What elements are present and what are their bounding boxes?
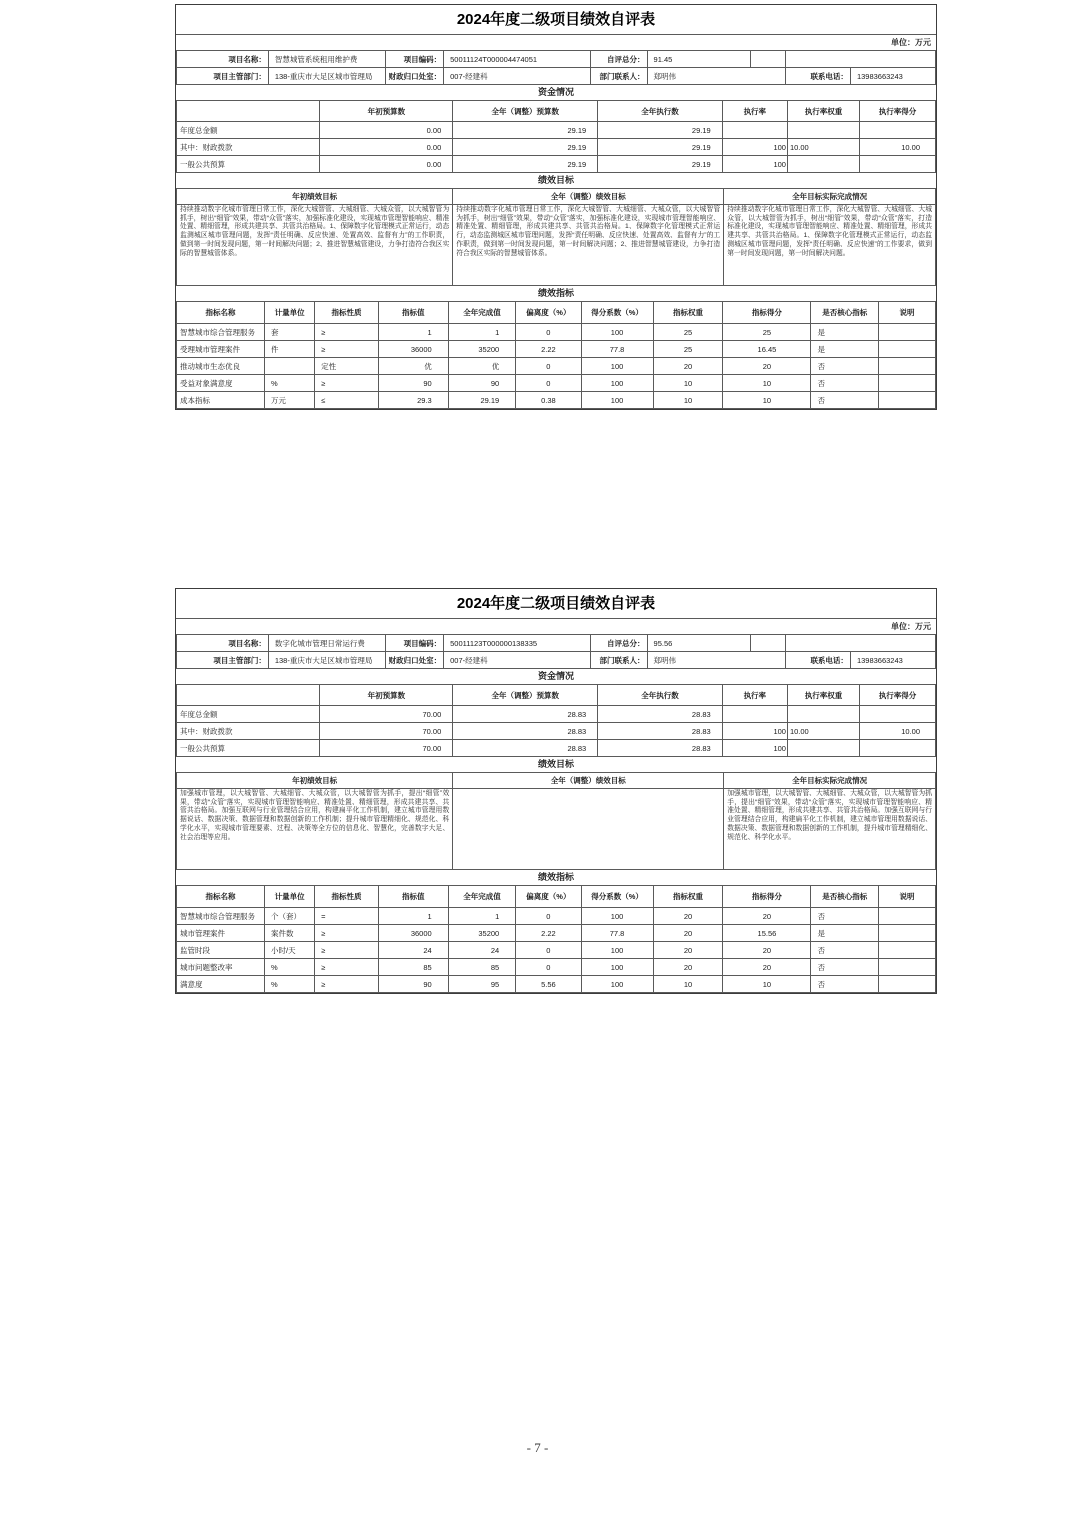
table-cell: 持续推动数字化城市管理日常工作，深化大城智管、大城细管、大城众管，以大城智管为抓手，树出“细管”效果，带动“众管”落实，打造标准化建设，实现城市管理智能响应、精准处置、精细管理，形成共建共享、共管共治格局。1、保障数字化管理模式正常运行，动态监测城区城市管理问题，发挥“责任明确、反应快速”的工作要求，做到第一时间发现问题，第一时间解决问题。 — [724, 205, 936, 286]
column-header: 指标性质 — [315, 302, 379, 324]
table-cell: 29.3 — [378, 392, 448, 409]
table-row — [177, 139, 936, 156]
table-cell: 20 — [723, 959, 811, 976]
table-cell: 智慧城市综合管理服务 — [177, 324, 265, 341]
table-cell: 24 — [378, 942, 448, 959]
table-cell: 0.00 — [320, 156, 453, 173]
table-row — [177, 324, 936, 341]
column-header — [177, 685, 320, 706]
table-cell: 年度总金额 — [177, 122, 320, 139]
header-row — [177, 773, 936, 789]
table-cell: 0 — [516, 375, 581, 392]
goals-section-title: 绩效目标 — [537, 175, 574, 185]
table-cell: 受益对象满意度 — [177, 375, 265, 392]
page-number: - 7 - — [526, 1440, 549, 1455]
table-cell: 100 — [581, 959, 653, 976]
department-value: 138-重庆市大足区城市管理局 — [268, 68, 386, 85]
column-header: 全年完成值 — [448, 302, 516, 324]
table-cell — [878, 392, 935, 409]
table-cell: 90 — [448, 375, 516, 392]
table-cell — [860, 156, 936, 173]
column-header: 说明 — [878, 886, 935, 908]
table-cell: 推动城市生态优良 — [177, 358, 265, 375]
column-header: 得分系数（%） — [581, 886, 653, 908]
table-cell: 20 — [723, 908, 811, 925]
table-cell: 0 — [516, 942, 581, 959]
table-cell: 加强城市管理，以大城智管、大城细管、大城众管，以大城智管为抓手，提出“细管”效果，带动“众管”落实，实现城市管理智能响应、精准处置、精细管理，形成共建共享、共管共治格局。加强互联网与行业管理结合应用，构建扁平化工作机制，建立城市管理用数据说话、数据决策、数据管理和数据创新的工作机制；提升城市管理精细化、规范化、科学化水平，实现城市管理要素、过程、决策等全方位的信息化、智慧化，完善数字大足、社会治理等应用。 — [177, 789, 453, 870]
column-header: 年初预算数 — [320, 101, 453, 122]
table-cell: 否 — [811, 976, 879, 993]
goals-table — [176, 188, 936, 286]
table-cell: ≥ — [315, 375, 379, 392]
table-cell: 其中：财政拨款 — [177, 139, 320, 156]
table-cell: 1 — [448, 324, 516, 341]
table-cell — [860, 706, 936, 723]
table-row — [177, 375, 936, 392]
empty-cell — [785, 635, 935, 652]
table-cell: 加强城市管理，以大城智管、大城细管、大城众管，以大城智管为抓手，提出“细管”效果，带动“众管”落实，实现城市管理智能响应、精准处置、精细管理，形成共建共享、共管共治格局。加强互联网与行业管理结合应用，构建扁平化工作机制，建立城市管理用数据说话、数据决策、数据管理和数据创新的工作机制，提升城市管理精细化、规范化、科学化水平。 — [724, 789, 936, 870]
table-cell: 10 — [653, 375, 723, 392]
table-cell: ≥ — [315, 942, 379, 959]
table-cell: 万元 — [265, 392, 315, 409]
column-header: 偏离度（%） — [516, 886, 581, 908]
column-header: 指标值 — [378, 886, 448, 908]
table-cell: 0.38 — [516, 392, 581, 409]
table-cell: 25 — [723, 324, 811, 341]
table-cell: 20 — [723, 358, 811, 375]
contact-phone-value: 13983663243 — [850, 68, 935, 85]
form-title: 2024年度二级项目绩效自评表 — [456, 595, 656, 612]
column-header: 指标得分 — [723, 886, 811, 908]
table-cell: 36000 — [378, 925, 448, 942]
table-cell: 0 — [516, 908, 581, 925]
finance-office-label: 财政归口处室： — [386, 68, 444, 85]
table-cell: 0 — [516, 324, 581, 341]
table-cell: 100 — [581, 908, 653, 925]
table-cell — [787, 706, 859, 723]
column-header: 执行率 — [722, 101, 787, 122]
project-name-value: 数字化城市管理日常运行费 — [268, 635, 386, 652]
table-cell: 1 — [448, 908, 516, 925]
table-cell — [453, 789, 724, 870]
table-cell: 10.00 — [860, 139, 936, 156]
column-header: 全年完成值 — [448, 886, 516, 908]
table-cell: 10 — [653, 976, 723, 993]
table-cell: 16.45 — [723, 341, 811, 358]
table-cell: 城市问题整改率 — [177, 959, 265, 976]
table-cell: 20 — [653, 959, 723, 976]
table-cell: 28.83 — [453, 723, 598, 740]
table-cell: 5.56 — [516, 976, 581, 993]
table-cell: 1 — [378, 908, 448, 925]
table-cell: 100 — [581, 375, 653, 392]
project-code-label: 项目编码： — [386, 51, 444, 68]
table-row — [177, 392, 936, 409]
table-row — [177, 789, 936, 870]
table-cell: 年度总金额 — [177, 706, 320, 723]
indicators-section-title: 绩效指标 — [537, 288, 574, 298]
table-cell: 否 — [811, 375, 879, 392]
column-header: 得分系数（%） — [581, 302, 653, 324]
table-cell — [878, 908, 935, 925]
table-cell: 85 — [448, 959, 516, 976]
table-cell: 70.00 — [320, 723, 453, 740]
column-header: 执行率得分 — [860, 685, 936, 706]
table-cell: 监管时段 — [177, 942, 265, 959]
column-header: 计量单位 — [265, 886, 315, 908]
column-header: 执行率权重 — [787, 101, 859, 122]
table-cell: 0.00 — [320, 122, 453, 139]
table-cell: 100 — [581, 324, 653, 341]
table-cell: 否 — [811, 358, 879, 375]
funding-table — [176, 684, 936, 757]
table-cell: ≥ — [315, 959, 379, 976]
table-cell: 0 — [516, 959, 581, 976]
table-cell: 是 — [811, 324, 879, 341]
table-cell: 案件数 — [265, 925, 315, 942]
table-cell: 满意度 — [177, 976, 265, 993]
column-header: 偏离度（%） — [516, 302, 581, 324]
table-cell: 100 — [722, 139, 787, 156]
table-cell: 28.83 — [598, 723, 722, 740]
column-header: 是否核心指标 — [811, 886, 879, 908]
table-cell: 一般公共预算 — [177, 740, 320, 757]
table-row — [177, 740, 936, 757]
column-header: 执行率得分 — [860, 101, 936, 122]
table-cell: 城市管理案件 — [177, 925, 265, 942]
table-row — [177, 976, 936, 993]
table-cell: 否 — [811, 942, 879, 959]
self-score-value: 95.56 — [647, 635, 750, 652]
self-eval-form-1 — [175, 4, 937, 410]
finance-office-label: 财政归口处室： — [386, 652, 444, 669]
column-header — [177, 101, 320, 122]
table-cell: 2.22 — [516, 925, 581, 942]
column-header: 全年目标实际完成情况 — [724, 189, 936, 205]
contact-phone-value: 13983663243 — [850, 652, 935, 669]
empty-cell — [785, 51, 935, 68]
column-header: 全年执行数 — [598, 101, 722, 122]
table-cell: 28.83 — [598, 706, 722, 723]
indicators-table — [176, 301, 936, 409]
project-info-table — [176, 50, 936, 85]
table-cell: 100 — [722, 156, 787, 173]
table-row — [177, 156, 936, 173]
table-cell: 10 — [653, 392, 723, 409]
table-cell: 29.19 — [598, 139, 722, 156]
table-cell: ≥ — [315, 341, 379, 358]
finance-office-value: 007-经建科 — [444, 652, 590, 669]
project-name-value: 智慧城管系统租用维护费 — [268, 51, 386, 68]
column-header: 计量单位 — [265, 302, 315, 324]
empty-cell — [750, 51, 785, 68]
table-cell: 否 — [811, 392, 879, 409]
project-code-value: 50011123T000000138335 — [444, 635, 590, 652]
column-header: 说明 — [878, 302, 935, 324]
table-cell: % — [265, 976, 315, 993]
table-cell: 20 — [653, 358, 723, 375]
table-cell: 25 — [653, 324, 723, 341]
table-cell: 20 — [653, 925, 723, 942]
project-name-label: 项目名称： — [177, 635, 269, 652]
department-label: 项目主管部门： — [177, 68, 269, 85]
table-cell — [860, 740, 936, 757]
column-header: 指标权重 — [653, 886, 723, 908]
table-cell: 25 — [653, 341, 723, 358]
table-row — [177, 925, 936, 942]
table-cell: 是 — [811, 925, 879, 942]
table-cell: 100 — [722, 740, 787, 757]
table-cell: 个（套） — [265, 908, 315, 925]
header-row — [177, 302, 936, 324]
table-cell: 100 — [581, 942, 653, 959]
table-cell: 15.56 — [723, 925, 811, 942]
table-cell: ≤ — [315, 392, 379, 409]
contact-phone-label: 联系电话： — [785, 68, 850, 85]
table-cell: 持续推动数字化城市管理日常工作，深化大城智管、大城细管、大城众管，以大城智管为抓手，树出“细管”效果，带动“众管”落实，加强标准化建设，实现城市管理智能响应、精准处置、精细管理，形成共建共享、共管共治格局。1、保障数字化管理模式正常运行，动态监测城区城市管理问题，发挥“责任明确、反应快速、处置高效、监督有力”的工作职责，做到第一时间发现问题，第一时间解决问题；2、推进智慧城管建设，力争打造符合我区实际的智慧城管体系。 — [453, 205, 724, 286]
table-row — [177, 51, 936, 68]
table-cell: 29.19 — [598, 156, 722, 173]
column-header: 指标名称 — [177, 886, 265, 908]
table-cell: 定性 — [315, 358, 379, 375]
table-cell: 成本指标 — [177, 392, 265, 409]
table-cell — [878, 341, 935, 358]
column-header: 全年（调整）预算数 — [453, 101, 598, 122]
table-cell: 90 — [378, 976, 448, 993]
column-header: 年初绩效目标 — [177, 189, 453, 205]
table-row — [177, 122, 936, 139]
table-cell: 10 — [723, 375, 811, 392]
table-cell: 100 — [722, 723, 787, 740]
indicators-table — [176, 885, 936, 993]
table-cell: 0.00 — [320, 139, 453, 156]
column-header: 全年（调整）绩效目标 — [453, 189, 724, 205]
column-header: 全年（调整）绩效目标 — [453, 773, 724, 789]
table-cell — [878, 976, 935, 993]
contact-person-label: 部门联系人： — [590, 68, 647, 85]
column-header: 指标名称 — [177, 302, 265, 324]
table-cell — [787, 122, 859, 139]
table-cell — [878, 942, 935, 959]
table-cell: 29.19 — [598, 122, 722, 139]
table-cell: 10 — [723, 392, 811, 409]
table-cell: 件 — [265, 341, 315, 358]
table-cell: 受理城市管理案件 — [177, 341, 265, 358]
column-header: 指标性质 — [315, 886, 379, 908]
column-header: 指标得分 — [723, 302, 811, 324]
form-title: 2024年度二级项目绩效自评表 — [456, 11, 656, 28]
table-cell: 小时/天 — [265, 942, 315, 959]
finance-office-value: 007-经建科 — [444, 68, 590, 85]
table-cell — [787, 740, 859, 757]
self-eval-form-2 — [175, 588, 937, 994]
table-cell — [787, 156, 859, 173]
table-cell: 优 — [378, 358, 448, 375]
table-cell: 77.8 — [581, 925, 653, 942]
table-cell: 77.8 — [581, 341, 653, 358]
table-cell: 优 — [448, 358, 516, 375]
table-cell: 20 — [653, 908, 723, 925]
table-cell: 20 — [723, 942, 811, 959]
column-header: 是否核心指标 — [811, 302, 879, 324]
table-cell: % — [265, 375, 315, 392]
contact-person-label: 部门联系人： — [590, 652, 647, 669]
unit-label: 单位：万元 — [176, 34, 936, 50]
department-value: 138-重庆市大足区城市管理局 — [268, 652, 386, 669]
table-cell: 85 — [378, 959, 448, 976]
funding-table — [176, 100, 936, 173]
project-code-label: 项目编码： — [386, 635, 444, 652]
contact-phone-label: 联系电话： — [785, 652, 850, 669]
table-cell — [722, 706, 787, 723]
column-header: 全年执行数 — [598, 685, 722, 706]
table-cell: 29.19 — [453, 122, 598, 139]
table-cell — [878, 324, 935, 341]
column-header: 执行率权重 — [787, 685, 859, 706]
table-cell: 是 — [811, 341, 879, 358]
table-cell: 28.83 — [598, 740, 722, 757]
table-row — [177, 723, 936, 740]
table-cell: 10.00 — [787, 723, 859, 740]
table-cell: 100 — [581, 976, 653, 993]
table-cell: 35200 — [448, 341, 516, 358]
table-cell: = — [315, 908, 379, 925]
table-row — [177, 341, 936, 358]
table-row — [177, 908, 936, 925]
column-header: 全年目标实际完成情况 — [724, 773, 936, 789]
table-cell: 70.00 — [320, 740, 453, 757]
table-cell: 29.19 — [453, 156, 598, 173]
column-header: 全年（调整）预算数 — [453, 685, 598, 706]
self-score-label: 自评总分： — [590, 635, 647, 652]
column-header: 年初预算数 — [320, 685, 453, 706]
column-header: 执行率 — [722, 685, 787, 706]
table-cell — [878, 925, 935, 942]
table-row — [177, 652, 936, 669]
empty-cell — [750, 635, 785, 652]
table-row — [177, 942, 936, 959]
header-row — [177, 685, 936, 706]
table-cell: 100 — [581, 358, 653, 375]
contact-person-value: 郑明伟 — [647, 652, 785, 669]
column-header: 指标值 — [378, 302, 448, 324]
department-label: 项目主管部门： — [177, 652, 269, 669]
header-row — [177, 189, 936, 205]
table-cell: 持续推动数字化城市管理日常工作，深化大城智管、大城细管、大城众管，以大城智管为抓手，树出“细管”效果，带动“众管”落实，加强标准化建设，实现城市管理智能响应、精准处置、精细管理，形成共建共享、共管共治格局。1、保障数字化管理模式正常运行，动态监测城区城市管理问题，发挥“责任明确、反应快速、处置高效、监督有力”的工作职责，做到第一时间发现问题，第一时间解决问题；2、推进智慧城管建设，力争打造符合我区实际的智慧城管体系。 — [177, 205, 453, 286]
table-row — [177, 358, 936, 375]
table-cell — [878, 959, 935, 976]
goals-section-title: 绩效目标 — [537, 759, 574, 769]
table-cell: 20 — [653, 942, 723, 959]
table-cell — [265, 358, 315, 375]
table-cell: 29.19 — [448, 392, 516, 409]
table-row — [177, 68, 936, 85]
table-cell: 28.83 — [453, 706, 598, 723]
indicators-section-title: 绩效指标 — [537, 872, 574, 882]
table-row — [177, 205, 936, 286]
table-cell: 95 — [448, 976, 516, 993]
header-row — [177, 886, 936, 908]
unit-label: 单位：万元 — [176, 618, 936, 634]
table-cell: 一般公共预算 — [177, 156, 320, 173]
funding-section-title: 资金情况 — [537, 671, 574, 681]
table-cell: 1 — [378, 324, 448, 341]
self-score-label: 自评总分： — [590, 51, 647, 68]
self-score-value: 91.45 — [647, 51, 750, 68]
table-cell: 29.19 — [453, 139, 598, 156]
table-cell: 套 — [265, 324, 315, 341]
table-cell: 24 — [448, 942, 516, 959]
table-cell: 36000 — [378, 341, 448, 358]
contact-person-value: 郑明伟 — [647, 68, 785, 85]
funding-section-title: 资金情况 — [537, 87, 574, 97]
table-cell: 10.00 — [860, 723, 936, 740]
table-cell: 10.00 — [787, 139, 859, 156]
table-cell: 70.00 — [320, 706, 453, 723]
table-cell: 2.22 — [516, 341, 581, 358]
table-row — [177, 959, 936, 976]
column-header: 年初绩效目标 — [177, 773, 453, 789]
column-header: 指标权重 — [653, 302, 723, 324]
table-cell: ≥ — [315, 976, 379, 993]
table-cell: 否 — [811, 959, 879, 976]
table-cell: 10 — [723, 976, 811, 993]
table-cell: ≥ — [315, 925, 379, 942]
header-row — [177, 101, 936, 122]
table-cell: 100 — [581, 392, 653, 409]
project-code-value: 50011124T000004474051 — [444, 51, 590, 68]
table-cell — [878, 375, 935, 392]
table-cell — [722, 122, 787, 139]
table-cell: 90 — [378, 375, 448, 392]
table-cell: 否 — [811, 908, 879, 925]
table-row — [177, 635, 936, 652]
project-info-table — [176, 634, 936, 669]
table-row — [177, 706, 936, 723]
goals-table — [176, 772, 936, 870]
table-cell: % — [265, 959, 315, 976]
table-cell: ≥ — [315, 324, 379, 341]
project-name-label: 项目名称： — [177, 51, 269, 68]
table-cell — [878, 358, 935, 375]
table-cell: 35200 — [448, 925, 516, 942]
table-cell — [860, 122, 936, 139]
table-cell: 智慧城市综合管理服务 — [177, 908, 265, 925]
table-cell: 0 — [516, 358, 581, 375]
table-cell: 28.83 — [453, 740, 598, 757]
table-cell: 其中：财政拨款 — [177, 723, 320, 740]
